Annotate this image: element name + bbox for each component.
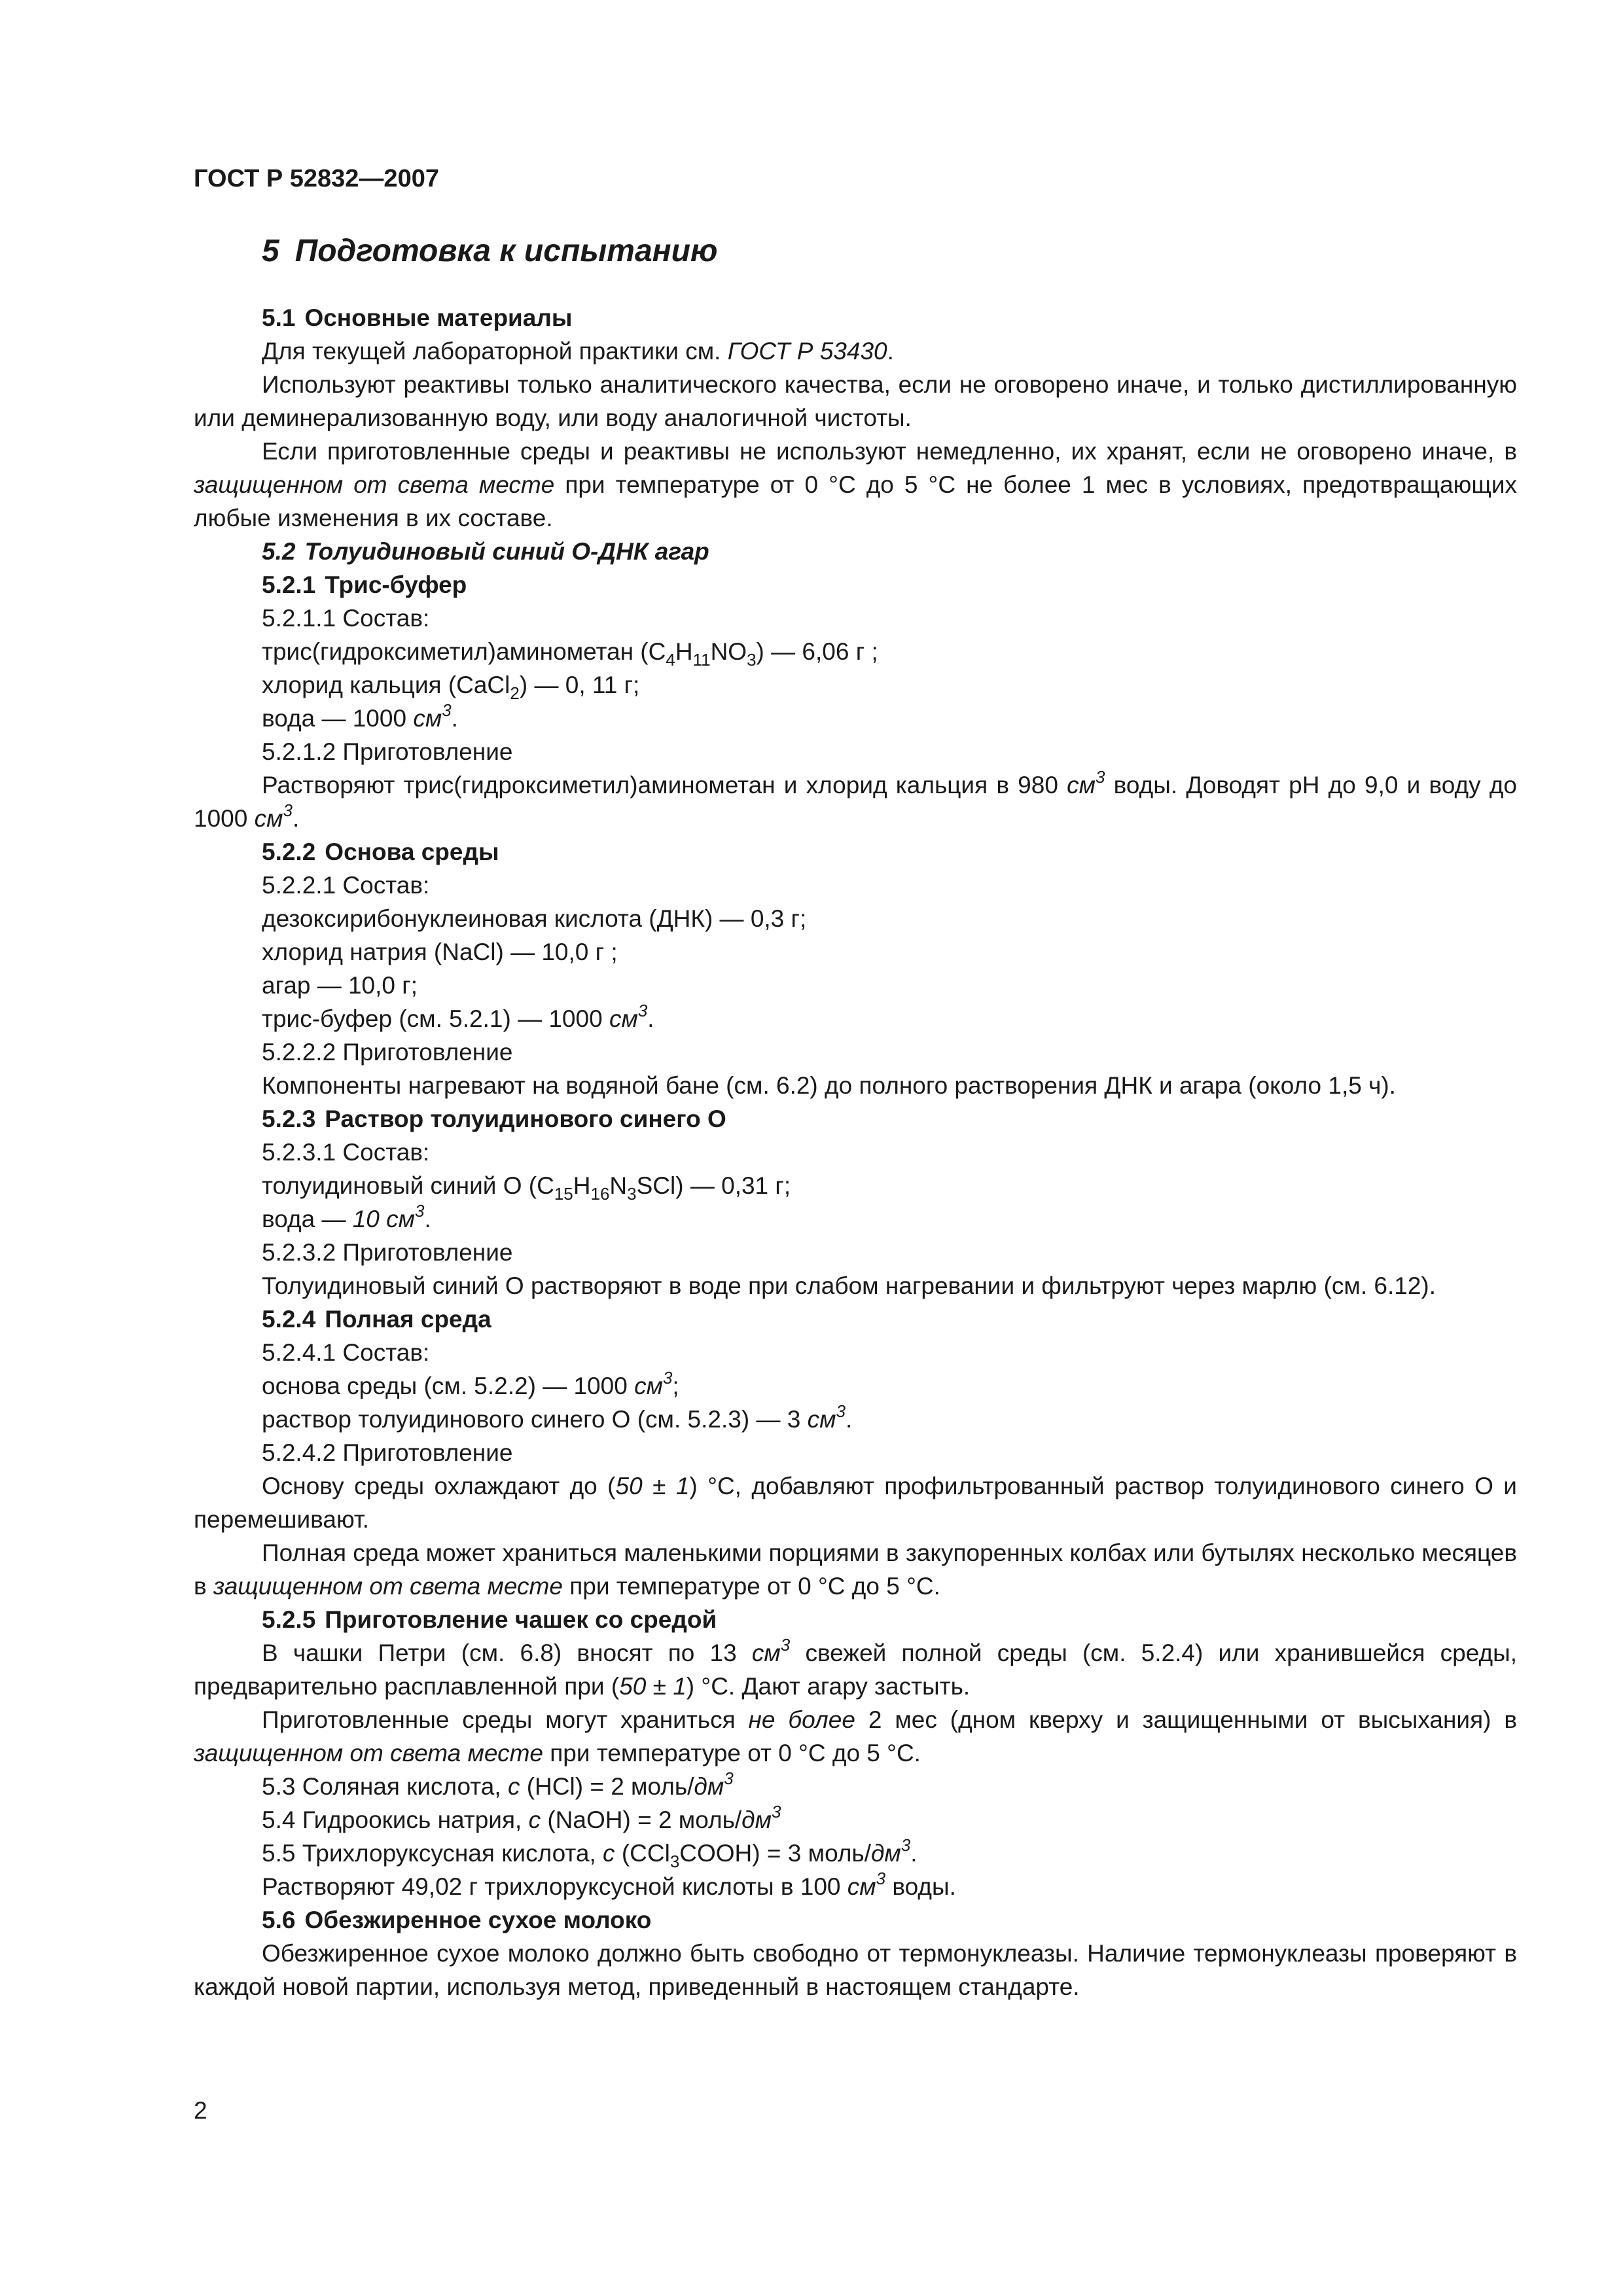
preparation-text-5-2-3: Толуидиновый синий О растворяют в воде при слабом нагревании и фильтруют через марлю (см. 6.12). bbox=[262, 1272, 1436, 1299]
section-title-text: Подготовка к испытанию bbox=[294, 234, 718, 268]
composition-item-tris-buffer: трис-буфер (см. 5.2.1) — 1000 $см^3$. bbox=[262, 1001, 654, 1032]
section-number: 5 bbox=[262, 234, 279, 268]
paragraph-5-1-lab-practice: Для текущей лабораторной практики см. ГОСТ Р 53430. bbox=[262, 338, 894, 365]
heading-5-2: 5.2 Толуидиновый синий О-ДНК агар bbox=[262, 538, 709, 565]
composition-item-agar: агар — 10,0 г; bbox=[262, 972, 418, 999]
composition-item-water: вода — 1000 $см^3$. bbox=[262, 700, 458, 732]
standard-reference: ГОСТ Р 53430 bbox=[727, 338, 887, 365]
section-title bbox=[262, 232, 717, 271]
composition-item-dna: дезоксирибонуклеиновая кислота (ДНК) — 0,3 г; bbox=[262, 905, 807, 932]
page-number: 2 bbox=[194, 2097, 207, 2124]
composition-label-5-2-3-1: 5.2.3.1 Состав: bbox=[262, 1139, 430, 1166]
item-5-4-sodium-hydroxide: 5.4 Гидроокись натрия, c (NaOH) = 2 моль/$дм^3$ bbox=[262, 1802, 781, 1833]
heading-5-2-1: 5.2.1 Трис-буфер bbox=[262, 571, 467, 598]
preparation-label-5-2-1-2: 5.2.1.2 Приготовление bbox=[262, 738, 513, 765]
composition-label-5-2-1-1: 5.2.1.1 Состав: bbox=[262, 605, 430, 632]
composition-item-calcium-chloride: хлорид кальция (CaCl$_2$) — 0, 11 г; bbox=[262, 672, 640, 703]
composition-item-tris: трис(гидроксиметил)аминометан $(C_4H_{11}NO_3)$ — 6,06 г ; bbox=[262, 638, 878, 670]
composition-item-water-5-2-3: вода — 10 $см^3$. bbox=[262, 1201, 431, 1232]
composition-label-5-2-2-1: 5.2.2.1 Состав: bbox=[262, 872, 430, 899]
composition-item-toluidine-blue: толуидиновый синий О $(C_{15}H_{16}N_3SCl)$ — 0,31 г; bbox=[262, 1172, 791, 1204]
heading-5-2-4: 5.2.4 Полная среда bbox=[262, 1306, 491, 1333]
heading-5-6: 5.6 Обезжиренное сухое молоко bbox=[262, 1907, 652, 1933]
composition-item-sodium-chloride: хлорид натрия (NaCl) — 10,0 г ; bbox=[262, 939, 618, 965]
heading-5-2-5: 5.2.5 Приготовление чашек со средой bbox=[262, 1606, 717, 1633]
preparation-text-5-2-4-storage: Полная среда может храниться маленькими порциями в закупоренных колбах или бутылях несколько месяцев в защищенном от света месте при температуре от 0 °С до 5 °С. bbox=[194, 1539, 1517, 1600]
paragraph-5-2-5-storage: Приготовленные среды могут храниться не более 2 мес (дном кверху и защищенными от высыхания) в защищенном от света месте при температуре от 0 °С до 5 °С. bbox=[194, 1706, 1517, 1767]
composition-item-base-medium: основа среды (см. 5.2.2) — 1000 $см^3$; bbox=[262, 1368, 679, 1399]
paragraph-5-5-dissolve: Растворяют 49,02 г трихлоруксусной кислоты в 100 $см^3$ воды. bbox=[262, 1869, 956, 1900]
preparation-label-5-2-2-2: 5.2.2.2 Приготовление bbox=[262, 1039, 513, 1066]
preparation-text-5-2-4-cooling: Основу среды охлаждают до (50 ± 1) °С, добавляют профильтрованный раствор толуидинового синего О и перемешивают. bbox=[194, 1473, 1517, 1533]
paragraph-5-1-reagents: Используют реактивы только аналитического качества, если не оговорено иначе, и только дистиллированную или деминерализованную воду, или воду аналогичной чистоты. bbox=[194, 371, 1517, 431]
item-5-3-hydrochloric-acid: 5.3 Соляная кислота, c (HCl) = 2 моль/$дм^3$ bbox=[262, 1768, 734, 1800]
paragraph-5-1-storage: Если приготовленные среды и реактивы не используют немедленно, их хранят, если не оговорено иначе, в защищенном от света месте при температуре от 0 °С до 5 °С не более 1 мес в условиях, предотвращающих любые изменения в их составе. bbox=[194, 438, 1517, 531]
paragraph-5-2-5-petri: В чашки Петри (см. 6.8) вносят по 13 $см^3$ свежей полной среды (см. 5.2.4) или хранившейся среды, предварительно расплавленной при (50 ± 1) °С. Дают агару застыть. bbox=[194, 1635, 1517, 1700]
document-body bbox=[194, 301, 1517, 2003]
heading-5-1: 5.1 Основные материалы bbox=[262, 304, 573, 331]
composition-item-toluidine-solution: раствор толуидинового синего О (см. 5.2.3) — 3 $см^3$. bbox=[262, 1401, 853, 1433]
composition-label-5-2-4-1: 5.2.4.1 Состав: bbox=[262, 1339, 430, 1366]
heading-5-2-2: 5.2.2 Основа среды bbox=[262, 838, 499, 865]
heading-5-2-3: 5.2.3 Раствор толуидинового синего О bbox=[262, 1105, 726, 1132]
document-code: ГОСТ Р 52832—2007 bbox=[194, 165, 439, 192]
item-5-5-trichloroacetic-acid: 5.5 Трихлоруксусная кислота, c (CCl$_3$COOH) = 3 моль/$дм^3$. bbox=[262, 1835, 918, 1871]
preparation-text-5-2-1: Растворяют трис(гидроксиметил)аминометан и хлорид кальция в 980 $см^3$ воды. Доводят pH до 9,0 и воду до 1000 $см^3$. bbox=[194, 767, 1517, 832]
preparation-label-5-2-3-2: 5.2.3.2 Приготовление bbox=[262, 1239, 513, 1266]
paragraph-5-6-milk: Обезжиренное сухое молоко должно быть свободно от термонуклеазы. Наличие термонуклеазы проверяют в каждой новой партии, используя метод, приведенный в настоящем стандарте. bbox=[194, 1940, 1517, 2000]
preparation-text-5-2-2: Компоненты нагревают на водяной бане (см. 6.2) до полного растворения ДНК и агара (около 1,5 ч). bbox=[262, 1072, 1396, 1099]
preparation-label-5-2-4-2: 5.2.4.2 Приготовление bbox=[262, 1439, 513, 1466]
